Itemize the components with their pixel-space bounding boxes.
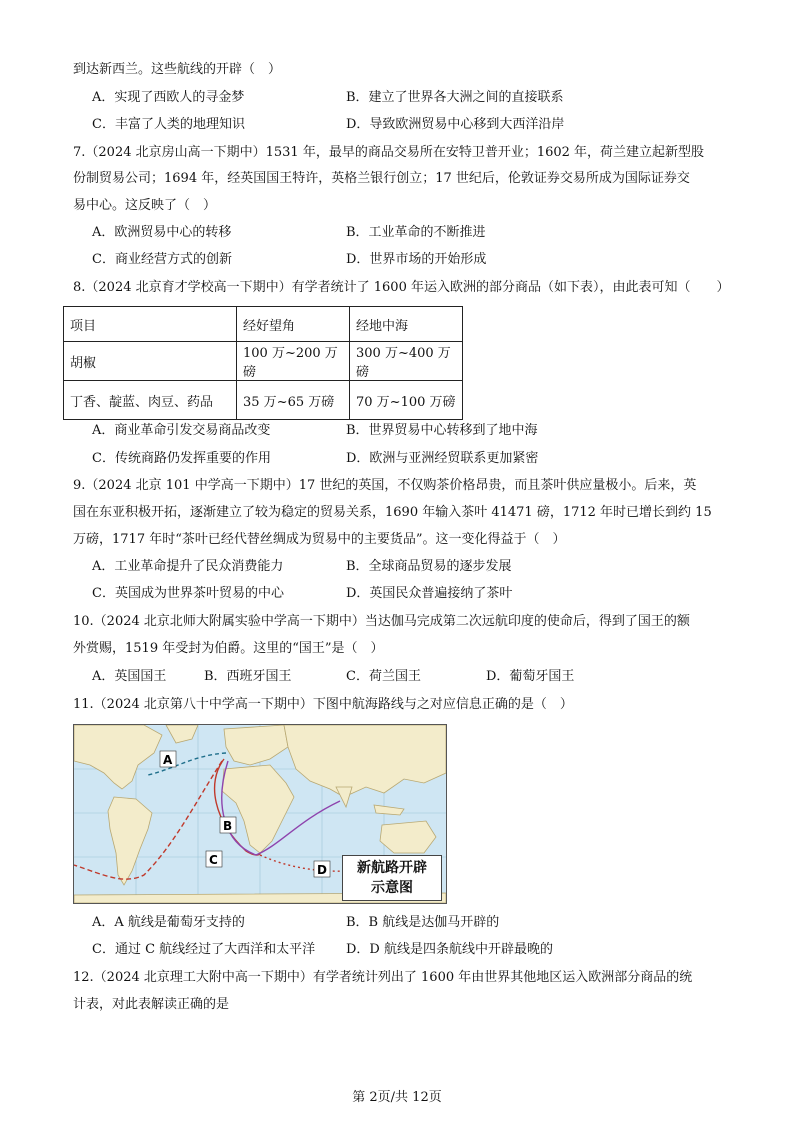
q12-stem-line2: 计表，对此表解读正确的是 <box>73 997 230 1012</box>
table-cell: 35 万~65 万磅 <box>237 381 350 420</box>
q6-option-b[interactable]: B．建立了世界各大洲之间的直接联系 <box>346 90 564 105</box>
route-label-a: A <box>163 753 173 767</box>
q9-stem-line2: 国在东亚积极开拓，逐渐建立了较为稳定的贸易关系，1690 年输入茶叶 41471 磅，1712 年时已增长到约 15 <box>73 505 712 520</box>
q10-option-a[interactable]: A．英国国王 <box>92 669 167 684</box>
africa-landmass <box>222 765 294 853</box>
q8-option-b[interactable]: B．世界贸易中心转移到了地中海 <box>346 423 538 438</box>
route-label-b: B <box>223 819 233 833</box>
q9-option-d[interactable]: D．英国民众普遍接纳了茶叶 <box>346 586 513 601</box>
q10-stem-line1: 10.（2024 北京北师大附属实验中学高一下期中）当达伽马完成第二次远航印度的使命后，得到了国王的额 <box>73 614 690 629</box>
q6-option-d[interactable]: D．导致欧洲贸易中心移到大西洋沿岸 <box>346 117 565 132</box>
q8-option-a[interactable]: A．商业革命引发交易商品改变 <box>92 423 271 438</box>
table-cell: 100 万~200 万磅 <box>237 342 350 381</box>
north-america-landmass <box>74 725 162 789</box>
q6-stem: 到达新西兰。这些航线的开辟（ ） <box>73 62 282 77</box>
q6-option-c[interactable]: C．丰富了人类的地理知识 <box>92 117 245 132</box>
page-footer: 第 2页/共 12页 <box>352 1090 442 1105</box>
table-cell: 胡椒 <box>64 342 237 381</box>
q11-option-c[interactable]: C．通过 C 航线经过了大西洋和太平洋 <box>92 942 316 957</box>
table-header-row <box>64 307 463 342</box>
indonesia-islands <box>374 805 404 815</box>
q8-stem: 8.（2024 北京育才学校高一下期中）有学者统计了 1600 年运入欧洲的部分商品（如下表），由此表可知（ ） <box>73 280 730 295</box>
q11-option-d[interactable]: D．D 航线是四条航线中开辟最晚的 <box>346 942 553 957</box>
q8-goods-table <box>63 306 463 420</box>
table-cell: 丁香、靛蓝、肉豆、药品 <box>64 381 237 420</box>
table-header-cell: 项目 <box>64 307 237 342</box>
table-header-cell: 经地中海 <box>350 307 463 342</box>
q7-stem-line2: 份制贸易公司；1694 年，经英国国王特许，英格兰银行创立；17 世纪后，伦敦证券交易所成为国际证券交 <box>73 171 690 186</box>
q7-option-a[interactable]: A．欧洲贸易中心的转移 <box>92 225 232 240</box>
q12-stem-line1: 12.（2024 北京理工大附中高一下期中）有学者统计列出了 1600 年由世界其他地区运入欧洲部分商品的统 <box>73 970 693 985</box>
q11-stem: 11.（2024 北京第八十中学高一下期中）下图中航海路线与之对应信息正确的是（ ） <box>73 697 573 712</box>
q9-option-c[interactable]: C．英国成为世界茶叶贸易的中心 <box>92 586 284 601</box>
q8-option-c[interactable]: C．传统商路仍发挥重要的作用 <box>92 451 271 466</box>
q7-stem-line1: 7.（2024 北京房山高一下期中）1531 年，最早的商品交易所在安特卫普开业；1602 年，荷兰建立起新型股 <box>73 145 705 160</box>
q6-option-a[interactable]: A．实现了西欧人的寻金梦 <box>92 90 245 105</box>
south-america-landmass <box>108 797 152 885</box>
map-caption <box>342 855 442 901</box>
q7-stem-line3: 易中心。这反映了（ ） <box>73 198 217 213</box>
q11-option-b[interactable]: B．B 航线是达伽马开辟的 <box>346 915 500 930</box>
q7-option-c[interactable]: C．商业经营方式的创新 <box>92 252 232 267</box>
table-header-cell: 经好望角 <box>237 307 350 342</box>
india-landmass <box>336 787 352 807</box>
q10-option-d[interactable]: D．葡萄牙国王 <box>486 669 575 684</box>
q9-stem-line1: 9.（2024 北京 101 中学高一下期中）17 世纪的英国，不仅购茶价格昂贵，而且茶叶供应量极小。后来，英 <box>73 478 697 493</box>
q10-option-c[interactable]: C．荷兰国王 <box>346 669 421 684</box>
map-caption-line1: 新航路开辟 <box>357 860 427 876</box>
q11-option-a[interactable]: A．A 航线是葡萄牙支持的 <box>92 915 245 930</box>
australia-landmass <box>380 821 436 853</box>
route-label-d: D <box>317 863 327 877</box>
q9-option-a[interactable]: A．工业革命提升了民众消费能力 <box>92 559 284 574</box>
route-label-c: C <box>209 853 218 867</box>
q9-option-b[interactable]: B．全球商品贸易的逐步发展 <box>346 559 512 574</box>
new-sea-routes-map <box>73 724 447 904</box>
q9-stem-line3: 万磅，1717 年时“茶叶已经代替丝绸成为贸易中的主要货品”。这一变化得益于（ ） <box>73 532 566 547</box>
map-caption-line2: 示意图 <box>371 880 413 896</box>
q8-option-d[interactable]: D．欧洲与亚洲经贸联系更加紧密 <box>346 451 539 466</box>
table-cell: 70 万~100 万磅 <box>350 381 463 420</box>
greenland-landmass <box>166 725 198 743</box>
table-row <box>64 342 463 381</box>
table-row <box>64 381 463 420</box>
europe-landmass <box>224 725 288 765</box>
q7-option-d[interactable]: D．世界市场的开始形成 <box>346 252 487 267</box>
q10-option-b[interactable]: B．西班牙国王 <box>204 669 292 684</box>
q7-option-b[interactable]: B．工业革命的不断推进 <box>346 225 486 240</box>
table-cell: 300 万~400 万磅 <box>350 342 463 381</box>
asia-landmass <box>284 725 446 797</box>
q10-stem-line2: 外赏赐，1519 年受封为伯爵。这里的“国王”是（ ） <box>73 641 384 656</box>
route-a-columbus <box>148 753 226 775</box>
